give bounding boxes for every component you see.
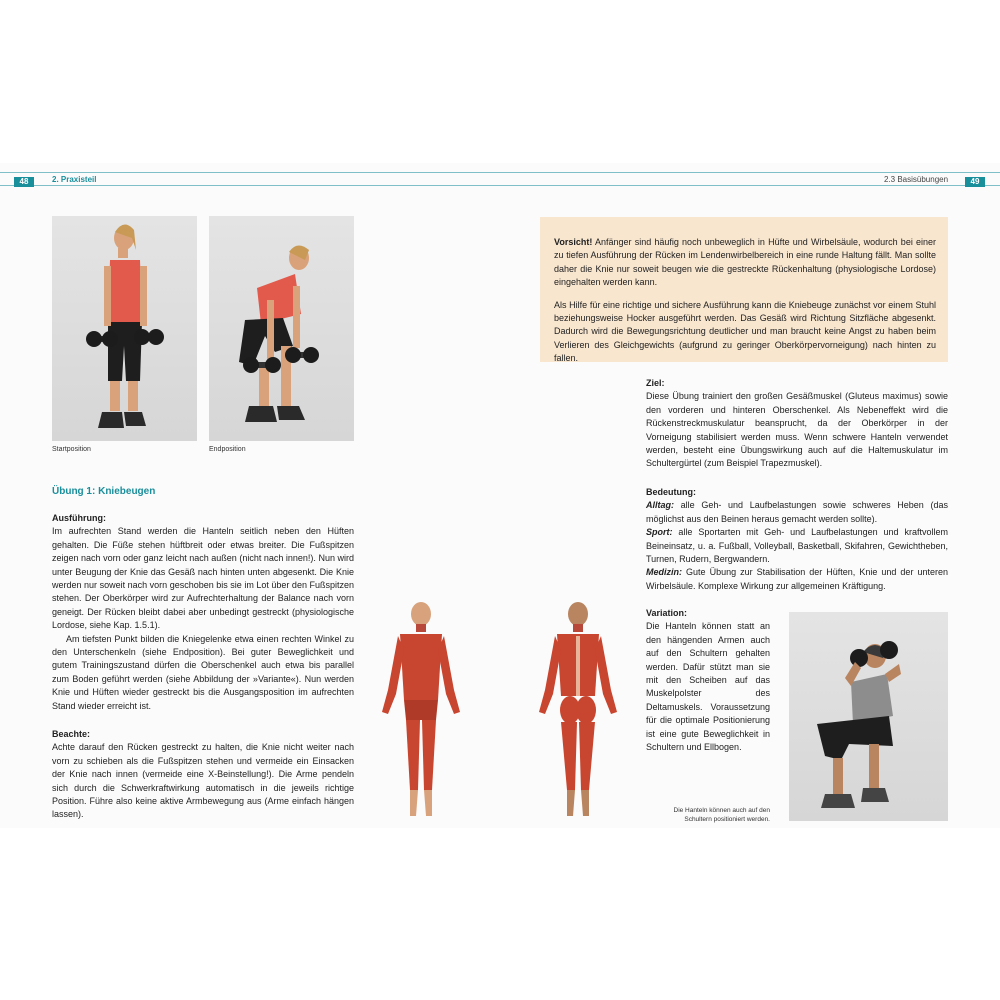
variation-photo: [789, 612, 948, 821]
end-position-photo: [209, 216, 354, 441]
variation-paragraph: Die Hanteln können statt an den hängenden Armen auch auf den Schultern gehalten werden. Dafür stützt man sie mit den Scheiben auf das Muskelpolster des Deltamuskels. Voraussetzung für die optimale Positionierung ist eine gute Beweglichkeit in Schultern und Ellbogen.: [646, 621, 770, 753]
muscle-anatomy-back-figure: [533, 600, 623, 824]
muscle-anatomy-front-figure: [376, 600, 466, 824]
start-position-photo: [52, 216, 197, 441]
exercise-title: Übung 1: Kniebeugen: [52, 486, 156, 497]
shoulder-dumbbell-squat-figure: [789, 612, 948, 821]
variation-section: [646, 607, 770, 754]
execution-label: Ausführung:: [52, 513, 106, 523]
running-head-right: 2.3 Basisübungen: [884, 175, 949, 184]
header-rule-bottom: [0, 185, 1000, 186]
execution-paragraph-2: Am tiefsten Punkt bilden die Kniegelenke etwa einen rechten Winkel zu den Unterschenkeln (siehe Endposition). Bei guter Beweglichkeit und gutem Trainingszustand dürfen die Oberschenkel auch etwa bis parallel zum Boden geführt werden (siehe Abbildung der »Variante«). Nun werden Knie und Hüften wieder gestreckt bis die Ausgangsposition im aufrechten Stand wieder erreicht ist.: [52, 633, 354, 711]
goal-label: Ziel:: [646, 378, 665, 388]
variation-label: Variation:: [646, 608, 688, 618]
note-section: [52, 728, 354, 822]
running-head-left: 2. Praxisteil: [52, 175, 97, 184]
meaning-label: Bedeutung:: [646, 487, 696, 497]
start-position-caption: Startposition: [52, 446, 91, 453]
variation-photo-caption: Die Hanteln können auch auf den Schultern positioniert werden.: [673, 807, 770, 823]
note-paragraph: Achte darauf den Rücken gestreckt zu halten, die Knie nicht weiter nach vorn zu schieben als die Fußspitzen stehen und vermeide ein Einsacken der Knie nach innen (vermeide eine X-Beinstellung!). Die Arme pendeln sich durch die Schwerkraftwirkung automatisch in die jeweils richtige Position. Führe also keine aktive Armbewegung aus (Arme einfach hängen lassen).: [52, 742, 354, 820]
warning-paragraph-1: Anfänger sind häufig noch unbeweglich in Hüfte und Wirbelsäule, wodurch bei einer zu tiefen Ausführung der Rücken im Lendenwirbelbereich in eine runde Haltung fällt. Man sollte daher die Knie nur soweit beugen wie die gestreckte Rückenhaltung (physiologische Lordose) eingehalten werden kann.: [554, 237, 936, 288]
standing-woman-figure: [52, 216, 197, 441]
execution-section: [52, 512, 354, 713]
warning-lead: Vorsicht!: [554, 237, 593, 247]
end-position-caption: Endposition: [209, 446, 246, 453]
page-number-right: 49: [965, 177, 985, 187]
warning-box: [540, 217, 948, 362]
sport-label: Sport:: [646, 527, 673, 538]
sport-text: alle Sportarten mit Geh- und Laufbelastungen und kraftvollem Beineinsatz, u. a. Fußball, Volleyball, Basketball, Skifahren, Gewichtheben, Turnen, Rudern, Bergwandern.: [646, 527, 948, 565]
header-rule-top: [0, 172, 1000, 173]
note-label: Beachte:: [52, 729, 91, 739]
execution-paragraph-1: Im aufrechten Stand werden die Hanteln seitlich neben den Hüften gehalten. Die Füße stehen hüftbreit oder etwas breiter. Die Fußspitzen zeigen nach vorn oder ganz leicht nach außen (nicht nach innen!). Nun wird unter Beugung der Knie das Gesäß nach hinten unten abgesenkt. Die Knie werden nur soweit nach vorn geschoben bis sie im Lot über den Fußspitzen stehen. Der Oberkörper wird zur Aufrechterhaltung der Balance nach vorn geneigt. Der Rücken bleibt dabei aber unbedingt gestreckt (physiologische Lordose, siehe Kap. 1.5.1).: [52, 526, 354, 631]
alltag-label: Alltag:: [646, 500, 674, 511]
page-number-left: 48: [14, 177, 34, 187]
meaning-section: [646, 486, 948, 593]
goal-paragraph: Diese Übung trainiert den großen Gesäßmuskel (Gluteus maximus) sowie den vorderen und hinteren Oberschenkel. Als Nebeneffekt wird die Rückenstreckmuskulatur beansprucht, da der Oberkörper in der Vorneigung stabilisiert werden muss. Wenn schwere Hanteln verwendet werden, besteht eine Übungswirkung auch auf die Haltemuskulatur im Schultergürtel (zum Beispiel Trapezmuskel).: [646, 391, 948, 469]
alltag-text: alle Geh- und Laufbelastungen sowie schweres Heben (das möglichst aus den Beinen heraus gemacht werden sollte).: [646, 500, 948, 524]
warning-paragraph-2: Als Hilfe für eine richtige und sichere Ausführung kann die Kniebeuge zunächst vor einem Stuhl beziehungsweise Hocker ausgeführt werden. Das Gesäß wird Richtung Sitzfläche abgesenkt. Dadurch wird die Bewegungsrichtung deutlicher und man braucht keine Angst zu haben beim Verlieren des Gleichgewichts (aufgrund zu geringer Oberkörpervorneigung) nach hinten zu fallen.: [554, 299, 936, 364]
goal-section: [646, 377, 948, 471]
squatting-woman-figure: [209, 216, 354, 441]
medizin-text: Gute Übung zur Stabilisation der Hüften, Knie und der unteren Wirbelsäule. Komplexe Wirkung zur allgemeinen Kräftigung.: [646, 567, 948, 591]
medizin-label: Medizin:: [646, 567, 682, 578]
